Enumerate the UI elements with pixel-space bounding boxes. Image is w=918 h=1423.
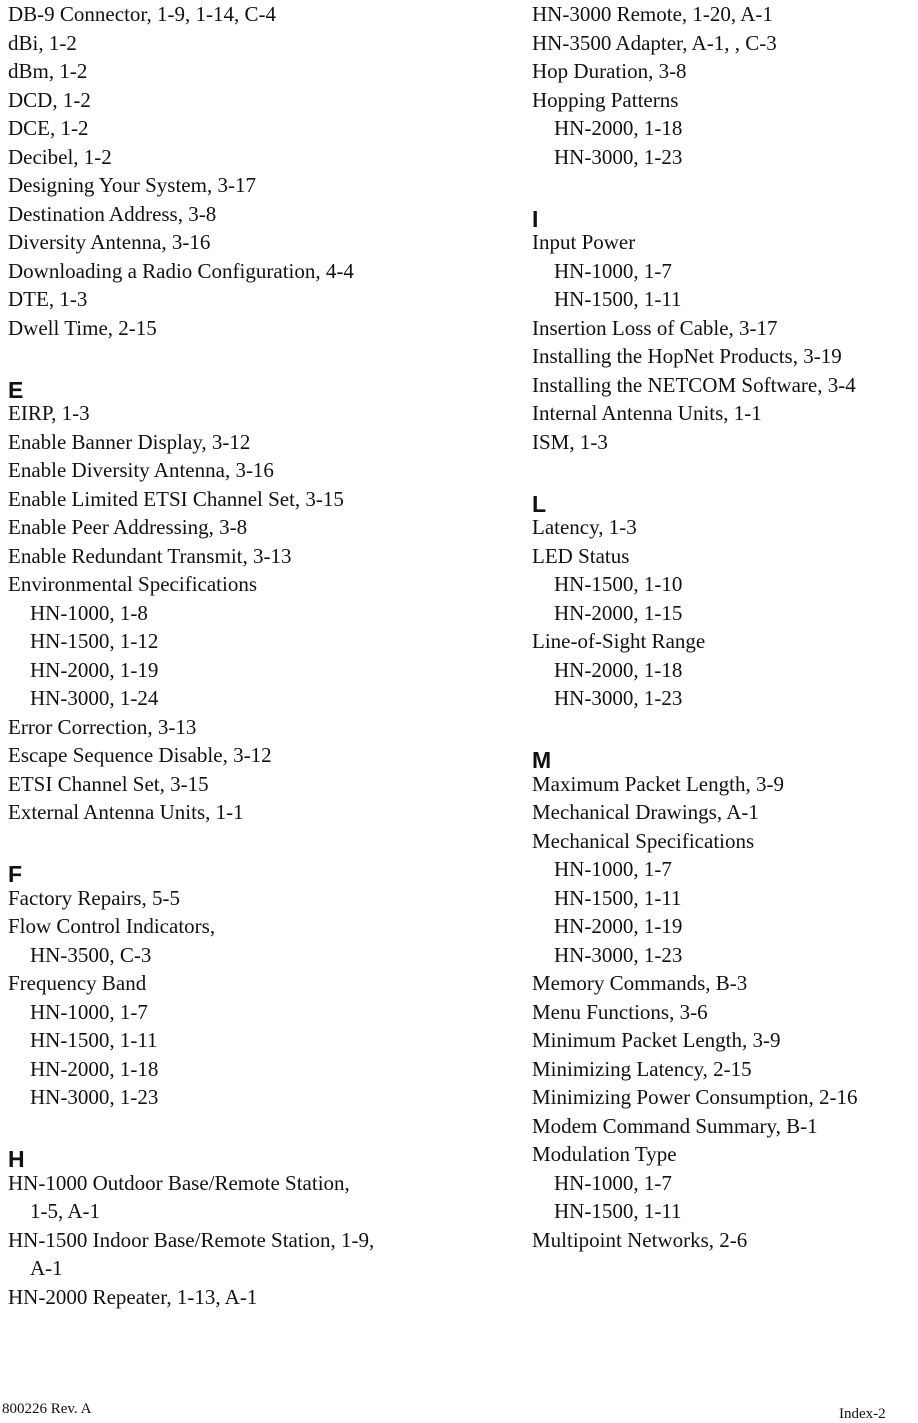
index-entry: Downloading a Radio Configuration, 4-4	[8, 258, 354, 283]
index-subentry: HN-1000, 1-7	[30, 999, 148, 1024]
index-entry: Multipoint Networks, 2-6	[532, 1227, 748, 1252]
index-section	[8, 0, 448, 342]
index-section	[8, 1140, 448, 1311]
index-entry: Modem Command Summary, B-1	[532, 1113, 818, 1138]
index-entry: Destination Address, 3-8	[8, 201, 217, 226]
index-section	[532, 741, 918, 1254]
index-entry: Enable Diversity Antenna, 3-16	[8, 458, 274, 482]
index-entry: Designing Your System, 3-17	[8, 173, 256, 197]
index-subentry: HN-2000, 1-18	[30, 1056, 159, 1081]
index-letter-heading: E	[8, 376, 24, 403]
index-letter-heading: I	[532, 205, 539, 232]
index-section	[8, 371, 448, 827]
index-entry: HN-1500 Indoor Base/Remote Station, 1-9,	[8, 1227, 375, 1252]
index-entry: HN-3500 Adapter, A-1, , C-3	[532, 30, 777, 55]
index-entry: Minimum Packet Length, 3-9	[532, 1028, 781, 1052]
index-column-right	[532, 0, 918, 1254]
index-subentry: HN-3500, C-3	[30, 942, 152, 967]
index-entry: Hop Duration, 3-8	[532, 59, 687, 83]
index-entry: Modulation Type	[532, 1142, 677, 1166]
index-entry: HN-3000 Remote, 1-20, A-1	[532, 2, 773, 26]
index-entry: Enable Redundant Transmit, 3-13	[8, 543, 292, 568]
index-entry: Line-of-Sight Range	[532, 629, 706, 653]
index-entry: External Antenna Units, 1-1	[8, 800, 244, 824]
index-entry: Diversity Antenna, 3-16	[8, 230, 211, 254]
index-entry: Installing the NETCOM Software, 3-4	[532, 372, 856, 397]
index-entry: LED Status	[532, 543, 630, 568]
index-subentry: A-1	[30, 1256, 63, 1280]
index-entry: Decibel, 1-2	[8, 144, 112, 169]
index-subentry: HN-1500, 1-11	[554, 287, 682, 311]
index-entry: Factory Repairs, 5-5	[8, 885, 181, 910]
index-subentry: HN-3000, 1-23	[554, 144, 683, 169]
index-section	[532, 200, 918, 457]
index-entry: Menu Functions, 3-6	[532, 999, 708, 1024]
index-subentry: HN-3000, 1-23	[30, 1085, 159, 1109]
index-entry: Hopping Patterns	[532, 87, 679, 112]
index-entry: HN-2000 Repeater, 1-13, A-1	[8, 1284, 258, 1309]
index-entry: Latency, 1-3	[532, 515, 637, 539]
footer-page-label: Index-2	[839, 1406, 886, 1422]
index-column-left	[8, 0, 448, 1311]
index-entry: ISM, 1-3	[532, 429, 608, 454]
index-entry: Enable Limited ETSI Channel Set, 3-15	[8, 486, 344, 511]
index-entry: Environmental Specifications	[8, 572, 258, 596]
index-entry: Dwell Time, 2-15	[8, 315, 157, 340]
index-entry: DCE, 1-2	[8, 116, 89, 140]
index-subentry: HN-3000, 1-23	[554, 686, 683, 710]
index-entry: HN-1000 Outdoor Base/Remote Station,	[8, 1170, 350, 1195]
index-entry: dBm, 1-2	[8, 59, 88, 83]
index-entry: Memory Commands, B-3	[532, 971, 748, 995]
index-entry: DTE, 1-3	[8, 287, 88, 311]
index-letter-heading: M	[532, 747, 552, 773]
index-entry: Flow Control Indicators,	[8, 914, 216, 938]
index-entry: Escape Sequence Disable, 3-12	[8, 743, 272, 767]
index-subentry: HN-1000, 1-8	[30, 600, 148, 625]
index-entry: Enable Peer Addressing, 3-8	[8, 515, 248, 539]
index-letter-heading: F	[8, 861, 23, 887]
index-entry: Insertion Loss of Cable, 3-17	[532, 315, 778, 340]
index-entry: DB-9 Connector, 1-9, 1-14, C-4	[8, 2, 277, 26]
index-entry: Internal Antenna Units, 1-1	[532, 401, 762, 425]
index-subentry: HN-1000, 1-7	[554, 1170, 672, 1195]
index-entry: dBi, 1-2	[8, 30, 77, 55]
index-subentry: HN-1000, 1-7	[554, 857, 672, 881]
index-subentry: HN-1500, 1-10	[554, 572, 683, 596]
index-subentry: HN-2000, 1-19	[554, 914, 683, 938]
index-entry: Minimizing Power Consumption, 2-16	[532, 1085, 858, 1109]
index-entry: EIRP, 1-3	[8, 401, 90, 425]
index-entry: Minimizing Latency, 2-15	[532, 1056, 752, 1081]
index-entry: Mechanical Drawings, A-1	[532, 800, 759, 824]
footer-doc-number: 800226 Rev. A	[2, 1401, 92, 1417]
index-subentry: HN-2000, 1-18	[554, 657, 683, 682]
index-entry: Mechanical Specifications	[532, 828, 755, 853]
index-entry: Maximum Packet Length, 3-9	[532, 771, 784, 796]
index-entry: Frequency Band	[8, 971, 147, 995]
index-entry: Enable Banner Display, 3-12	[8, 429, 251, 454]
index-subentry: HN-1500, 1-11	[554, 1199, 682, 1223]
index-subentry: 1-5, A-1	[30, 1199, 100, 1223]
index-entry: Input Power	[532, 230, 636, 254]
index-letter-heading: L	[532, 490, 547, 517]
index-subentry: HN-1000, 1-7	[554, 258, 672, 283]
index-subentry: HN-1500, 1-11	[554, 885, 682, 910]
index-subentry: HN-2000, 1-19	[30, 657, 159, 682]
index-letter-heading: H	[8, 1146, 25, 1172]
index-subentry: HN-3000, 1-23	[554, 942, 683, 967]
index-entry: Error Correction, 3-13	[8, 714, 197, 739]
index-subentry: HN-2000, 1-15	[554, 600, 683, 625]
index-subentry: HN-3000, 1-24	[30, 686, 159, 710]
index-section	[8, 855, 448, 1112]
index-section	[532, 485, 918, 713]
index-entry: DCD, 1-2	[8, 87, 91, 112]
index-entry: Installing the HopNet Products, 3-19	[532, 344, 842, 368]
index-subentry: HN-1500, 1-11	[30, 1028, 158, 1052]
index-entry: ETSI Channel Set, 3-15	[8, 771, 209, 796]
index-subentry: HN-2000, 1-18	[554, 116, 683, 140]
index-section	[532, 0, 918, 171]
index-subentry: HN-1500, 1-12	[30, 629, 159, 653]
